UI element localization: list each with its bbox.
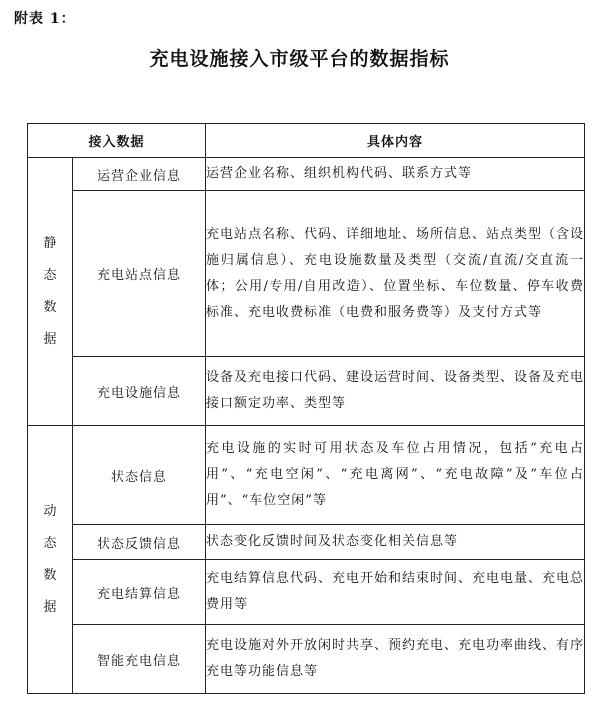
group-char: 动: [43, 503, 57, 519]
content-cell: 运营企业名称、组织机构代码、联系方式等: [206, 158, 585, 191]
content-cell: 状态变化反馈时间及状态变化相关信息等: [206, 525, 585, 560]
content-cell: 充电结算信息代码、充电开始和结束时间、充电电量、充电总费用等: [206, 560, 585, 625]
table-row: [28, 357, 585, 426]
table-row: [28, 560, 585, 625]
category-cell: 智能充电信息: [73, 625, 206, 694]
data-indicator-table: [27, 123, 585, 694]
group-char: 静: [43, 235, 57, 251]
content-cell: 充电设施对外开放闲时共享、预约充电、充电功率曲线、有序充电等功能信息等: [206, 625, 585, 694]
table-header-row: [28, 124, 585, 158]
content-cell: 设备及充电接口代码、建设运营时间、设备类型、设备及充电接口额定功率、类型等: [206, 357, 585, 426]
content-cell: 充电站点名称、代码、详细地址、场所信息、站点类型（含设施归属信息）、充电设施数量及类型（交流/直流/交直流一体；公用/专用/自用改造）、位置坐标、车位数量、停车收费标准、充电收费标准（电费和服务费等）及支付方式等: [206, 191, 585, 357]
category-cell: 充电结算信息: [73, 560, 206, 625]
group-char: 态: [43, 267, 57, 283]
category-cell: 运营企业信息: [73, 158, 206, 191]
category-cell: 状态反馈信息: [73, 525, 206, 560]
table-row: [28, 525, 585, 560]
group-char: 据: [43, 331, 57, 347]
group-dynamic-data: [28, 426, 73, 694]
group-char: 态: [43, 535, 57, 551]
table-row: [28, 426, 585, 525]
header-access-data: 接入数据: [28, 124, 206, 158]
group-char: 数: [43, 567, 57, 583]
content-cell: 充电设施的实时可用状态及车位占用情况，包括“充电占用”、“充电空闲”、“充电离网”、“充电故障”及“车位占用”、“车位空闲”等: [206, 426, 585, 525]
category-cell: 充电站点信息: [73, 191, 206, 357]
table-row: [28, 625, 585, 694]
document-title: 充电设施接入市级平台的数据指标: [149, 48, 450, 70]
table-row: [28, 191, 585, 357]
category-cell: 充电设施信息: [73, 357, 206, 426]
group-char: 据: [43, 599, 57, 615]
group-static-data: [28, 158, 73, 426]
category-cell: 状态信息: [73, 426, 206, 525]
attachment-label: 附表 1：: [14, 11, 76, 27]
header-specific-content: 具体内容: [206, 124, 585, 158]
group-char: 数: [43, 299, 57, 315]
table-row: [28, 158, 585, 191]
